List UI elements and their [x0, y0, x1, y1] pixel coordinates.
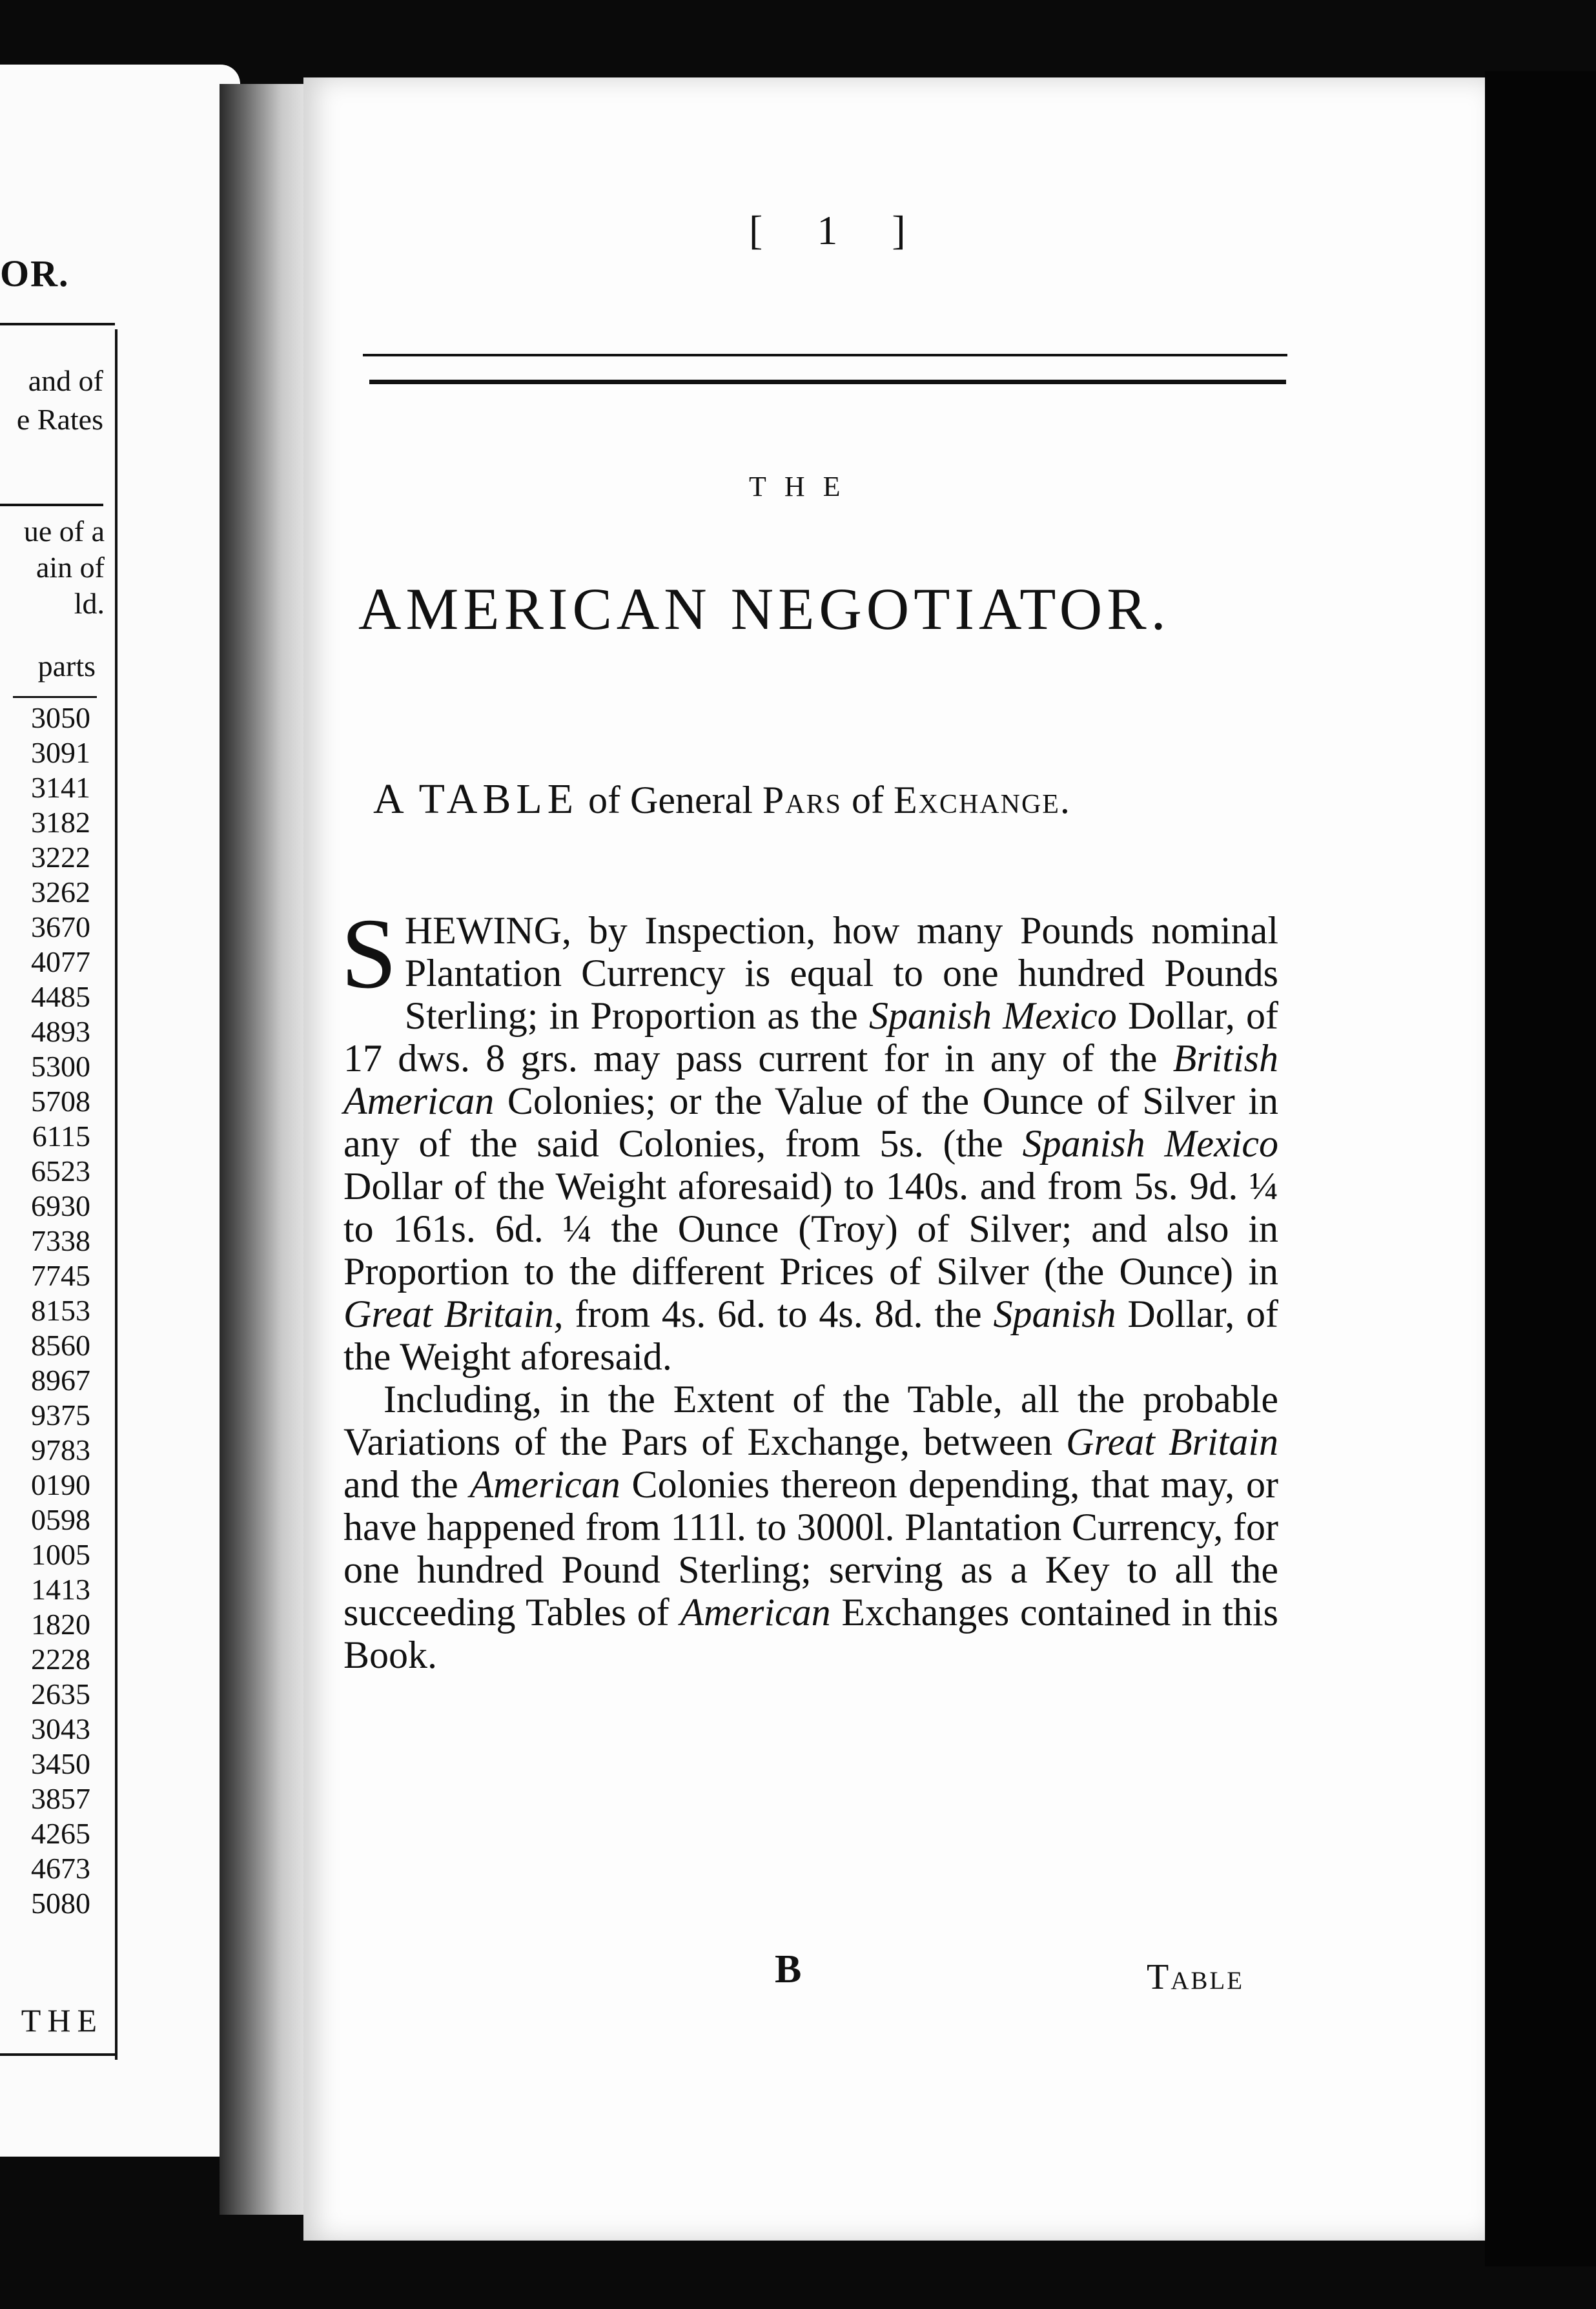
left-catchword: THE [21, 2002, 103, 2038]
paragraph-1: SHEWING, by Inspection, how many Pounds nominal Plantation Currency is equal to one hundred Pounds Sterling; in Proportion as the Spanish Mexico Dollar, of 17 dws. 8 grs. may pass current for in any of the British American Colonies; or the Value of the Ounce of Silver in any of the said Colonies, from 5s. (the Spanish Mexico Dollar of the Weight aforesaid) to 140s. and from 5s. 9d. ¼ to 161s. 6d. ¼ the Ounce (Troy) of Silver; and also in Proportion to the different Prices of Silver (the Ounce) in Great Britain, from 4s. 6d. to 4s. 8d. the Spanish Dollar, of the Weight aforesaid. [341, 898, 1279, 1378]
heading-pars: Pars [762, 779, 842, 821]
left-number-cell: 3091 [31, 736, 90, 769]
heading-of: of [851, 779, 884, 821]
heading-a: A [373, 775, 409, 823]
left-number-cell: 7745 [31, 1259, 90, 1292]
signature-mark: B [775, 1947, 802, 1991]
left-number-cell: 5708 [31, 1085, 90, 1118]
title-article: THE [749, 471, 859, 502]
left-page-fragment [0, 65, 240, 2157]
section-heading [373, 775, 1284, 824]
left-number-column [0, 701, 90, 1921]
drop-cap: S [341, 898, 397, 1009]
heading-table: TABLE [418, 775, 579, 823]
left-number-cell: 2228 [31, 1643, 90, 1676]
left-number-cell: 3141 [31, 771, 90, 804]
left-number-cell: 5300 [31, 1050, 90, 1083]
book-title: AMERICAN NEGOTIATOR. [358, 576, 1171, 642]
left-number-cell: 3043 [31, 1712, 90, 1745]
heading-of-general: of General [588, 779, 753, 821]
left-number-cell: 4265 [31, 1817, 90, 1850]
left-column-heading-1: and of e Rates [16, 364, 103, 436]
left-number-cell: 9375 [31, 1399, 90, 1432]
left-page-header: OR. [0, 252, 70, 294]
left-number-cell: 3222 [31, 841, 90, 874]
left-number-cell: 6523 [31, 1154, 90, 1187]
left-number-cell: 3857 [31, 1782, 90, 1815]
left-number-cell: 1413 [31, 1573, 90, 1606]
left-heading-rule [0, 504, 103, 506]
left-parts-label: parts [37, 650, 96, 682]
left-number-cell: 4077 [31, 945, 90, 978]
left-number-cell: 5080 [31, 1887, 90, 1920]
left-number-cell: 8153 [31, 1294, 90, 1327]
left-number-cell: 7338 [31, 1224, 90, 1257]
left-parts-rule [13, 696, 97, 698]
left-number-cell: 6115 [32, 1120, 90, 1153]
left-number-cell: 1005 [31, 1538, 90, 1571]
left-number-cell: 0190 [31, 1468, 90, 1501]
page-number: [ 1 ] [749, 207, 928, 253]
left-number-cell: 4893 [31, 1015, 90, 1048]
heading-exchange: Exchange. [893, 779, 1071, 821]
left-table-top-rule [0, 323, 115, 325]
left-number-cell: 3182 [31, 806, 90, 839]
header-rule-thick [369, 380, 1286, 384]
left-number-cell: 3450 [31, 1747, 90, 1780]
left-number-cell: 8560 [31, 1329, 90, 1362]
left-number-cell: 3050 [31, 701, 90, 734]
left-number-cell: 0598 [31, 1503, 90, 1536]
left-number-cell: 4673 [31, 1852, 90, 1885]
left-number-cell: 4485 [31, 980, 90, 1013]
left-number-cell: 3262 [31, 876, 90, 908]
paragraph-2: Including, in the Extent of the Table, all the probable Variations of the Pars of Exchange, between Great Britain and the American Colonies thereon depending, that may, or have happened from 111l. to 3000l. Plantation Currency, for one hundred Pound Sterling; serving as a Key to all the succeeding Tables of American Exchanges contained in this Book. [343, 1378, 1279, 1676]
left-number-cell: 8967 [31, 1364, 90, 1397]
catchword: Table [1147, 1957, 1245, 1997]
header-rule-thin [363, 354, 1287, 356]
body-text [341, 898, 1279, 1676]
left-number-cell: 3670 [31, 910, 90, 943]
scan-edge [1485, 71, 1596, 2266]
left-number-cell: 1820 [31, 1608, 90, 1641]
left-number-cell: 2635 [31, 1678, 90, 1710]
left-table-bottom-rule [0, 2053, 115, 2056]
left-number-cell: 9783 [31, 1433, 90, 1466]
left-number-cell: 6930 [31, 1189, 90, 1222]
left-column-heading-2: ue of a ain of ld. [23, 515, 105, 620]
